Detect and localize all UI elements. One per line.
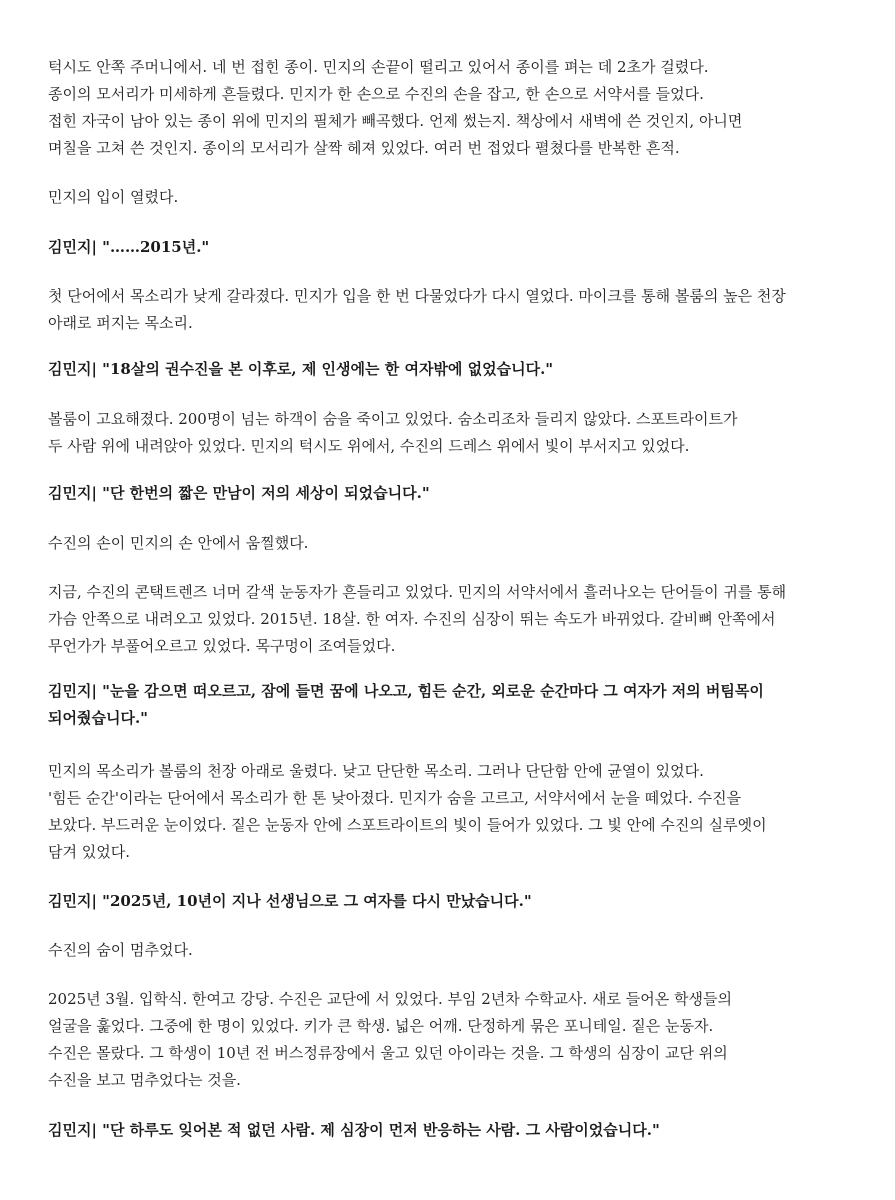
dialogue-line: 김민지| "18살의 권수진을 본 이후로, 제 인생에는 한 여자밖에 없었습니다." — [48, 360, 554, 378]
text-line: 무언가가 부풀어오르고 있었다. 목구멍이 조여들었다. — [48, 637, 396, 655]
text-line: 지금, 수진의 콘택트렌즈 너머 갈색 눈동자가 흔들리고 있었다. 민지의 서약서에서 흘러나오는 단어들이 귀를 통해 — [48, 583, 787, 601]
text-line: 수진의 숨이 멈추었다. — [48, 941, 193, 959]
narration-paragraph — [48, 986, 732, 1094]
narration-paragraph — [48, 758, 767, 866]
text-line: 수진을 보고 멈추었다는 것을. — [48, 1071, 241, 1089]
text-line: 종이의 모서리가 미세하게 흔들렸다. 민지가 한 손으로 수진의 손을 잡고, 한 손으로 서약서를 들었다. — [48, 85, 704, 103]
text-line: 며칠을 고쳐 쓴 것인지. 종이의 모서리가 살짝 헤져 있었다. 여러 번 접었다 펼쳤다를 반복한 흔적. — [48, 139, 680, 157]
dialogue-paragraph — [48, 480, 430, 507]
text-line: 턱시도 안쪽 주머니에서. 네 번 접힌 종이. 민지의 손끝이 떨리고 있어서 종이를 펴는 데 2초가 걸렸다. — [48, 58, 709, 76]
text-line: 볼룸이 고요해졌다. 200명이 넘는 하객이 숨을 죽이고 있었다. 숨소리조차 들리지 않았다. 스포트라이트가 — [48, 410, 738, 428]
dialogue-line: 김민지| "……2015년." — [48, 238, 210, 256]
narration-paragraph — [48, 184, 178, 211]
dialogue-paragraph — [48, 678, 764, 732]
dialogue-line: 김민지| "단 하루도 잊어본 적 없던 사람. 제 심장이 먼저 반응하는 사람. 그 사람이었습니다." — [48, 1121, 660, 1139]
narration-paragraph — [48, 406, 737, 460]
dialogue-line: 김민지| "눈을 감으면 떠오르고, 잠에 들면 꿈에 나오고, 힘든 순간, 외로운 순간마다 그 여자가 저의 버팀목이 — [48, 682, 764, 700]
text-line: 가슴 안쪽으로 내려오고 있었다. 2015년. 18살. 한 여자. 수진의 심장이 뛰는 속도가 바뀌었다. 갈비뼈 안쪽에서 — [48, 610, 776, 628]
text-line: 두 사람 위에 내려앉아 있었다. 민지의 턱시도 위에서, 수진의 드레스 위에서 빛이 부서지고 있었다. — [48, 437, 690, 455]
narration-paragraph — [48, 530, 308, 557]
text-line: 수진의 손이 민지의 손 안에서 움찔했다. — [48, 534, 309, 552]
dialogue-paragraph — [48, 1117, 660, 1144]
dialogue-line: 김민지| "2025년, 10년이 지나 선생님으로 그 여자를 다시 만났습니다." — [48, 892, 532, 910]
narration-paragraph — [48, 54, 742, 162]
text-line: '힘든 순간'이라는 단어에서 목소리가 한 톤 낮아졌다. 민지가 숨을 고르고, 서약서에서 눈을 떼었다. 수진을 — [48, 789, 742, 807]
text-line: 얼굴을 훑었다. 그중에 한 명이 있었다. 키가 큰 학생. 넓은 어깨. 단정하게 묶은 포니테일. 짙은 눈동자. — [48, 1017, 714, 1035]
dialogue-paragraph — [48, 356, 553, 383]
dialogue-paragraph — [48, 888, 532, 915]
dialogue-line: 되어줬습니다." — [48, 709, 148, 727]
narration-paragraph — [48, 283, 786, 337]
narration-paragraph — [48, 937, 193, 964]
text-line: 민지의 입이 열렸다. — [48, 188, 179, 206]
narration-paragraph — [48, 579, 786, 660]
text-line: 민지의 목소리가 볼룸의 천장 아래로 울렸다. 낮고 단단한 목소리. 그러나 단단함 안에 균열이 있었다. — [48, 762, 704, 780]
text-line: 2025년 3월. 입학식. 한여고 강당. 수진은 교단에 서 있었다. 부임 2년차 수학교사. 새로 들어온 학생들의 — [48, 990, 732, 1008]
dialogue-line: 김민지| "단 한번의 짧은 만남이 저의 세상이 되었습니다." — [48, 484, 430, 502]
text-line: 접힌 자국이 남아 있는 종이 위에 민지의 필체가 빼곡했다. 언제 썼는지. 책상에서 새벽에 쓴 것인지, 아니면 — [48, 112, 743, 130]
text-line: 담겨 있었다. — [48, 843, 130, 861]
text-line: 보았다. 부드러운 눈이었다. 짙은 눈동자 안에 스포트라이트의 빛이 들어가 있었다. 그 빛 안에 수진의 실루엣이 — [48, 816, 767, 834]
text-line: 아래로 퍼지는 목소리. — [48, 314, 193, 332]
text-line: 첫 단어에서 목소리가 낮게 갈라졌다. 민지가 입을 한 번 다물었다가 다시 열었다. 마이크를 통해 볼룸의 높은 천장 — [48, 287, 786, 305]
dialogue-paragraph — [48, 234, 209, 261]
text-line: 수진은 몰랐다. 그 학생이 10년 전 버스정류장에서 울고 있던 아이라는 것을. 그 학생의 심장이 교단 위의 — [48, 1044, 728, 1062]
